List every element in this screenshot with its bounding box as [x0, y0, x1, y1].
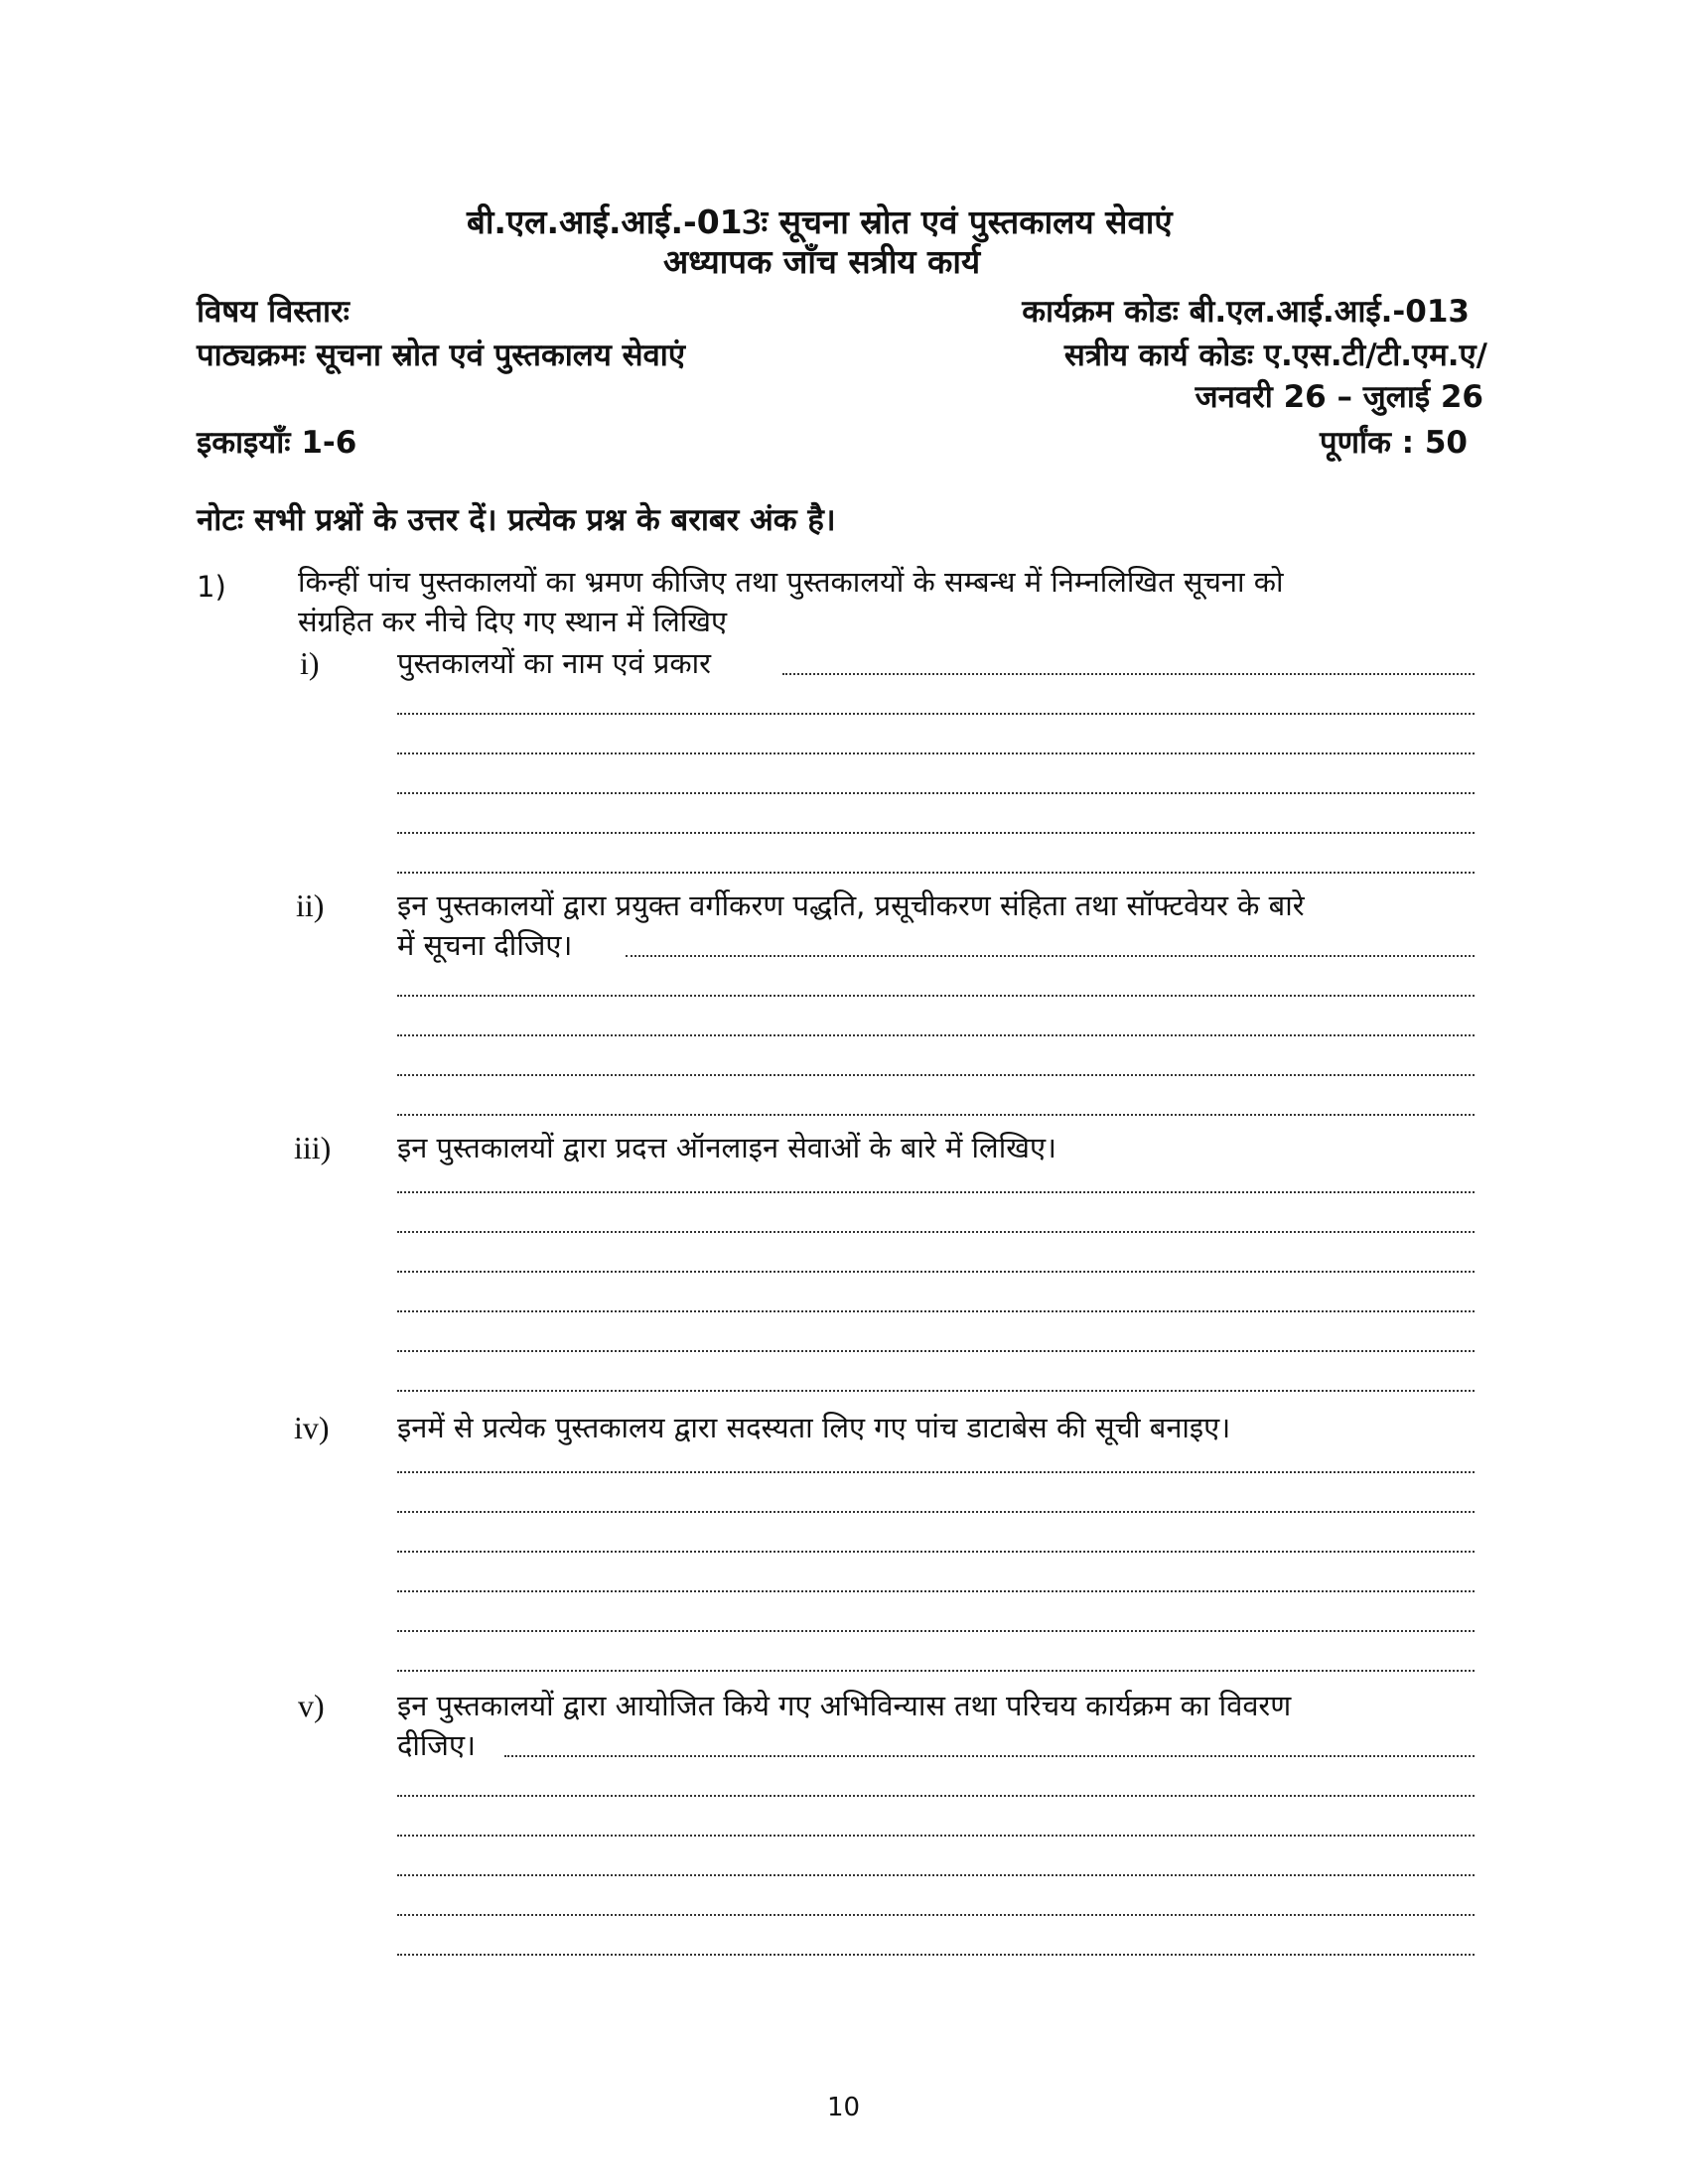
answer-line[interactable] — [397, 1191, 1475, 1193]
answer-line[interactable] — [397, 1114, 1475, 1116]
assignment-code-line: सत्रीय कार्य कोडः ए.एस.टी/टी.एम.ए/ — [1063, 338, 1487, 373]
answer-line[interactable] — [397, 713, 1475, 715]
course-line: पाठ्यक्रमः सूचना स्रोत एवं पुस्तकालय सेवाएं — [197, 338, 685, 373]
answer-line[interactable] — [397, 1630, 1475, 1632]
session-line: जनवरी 26 – जुलाई 26 — [1195, 379, 1483, 415]
part-text-line1: इन पुस्तकालयों द्वारा प्रदत्त ऑनलाइन सेवाओं के बारे में लिखिए। — [397, 1131, 1056, 1164]
answer-line[interactable] — [397, 1590, 1475, 1592]
answer-line[interactable] — [397, 1074, 1475, 1076]
instructions-note: नोटः सभी प्रश्नों के उत्तर दें। प्रत्येक प्रश्न के बराबर अंक है। — [197, 502, 836, 538]
answer-line[interactable] — [397, 1795, 1475, 1797]
answer-line[interactable] — [397, 1310, 1475, 1312]
question-number: 1) — [197, 570, 226, 604]
answer-line[interactable] — [397, 1914, 1475, 1916]
answer-line[interactable] — [397, 792, 1475, 794]
answer-line[interactable] — [397, 1271, 1475, 1273]
question-text-line2: संग्रहित कर नीचे दिए गए स्थान में लिखिए — [298, 605, 728, 638]
answer-line[interactable] — [397, 832, 1475, 834]
answer-line[interactable] — [397, 1034, 1475, 1036]
answer-line[interactable] — [397, 1670, 1475, 1672]
answer-line[interactable] — [397, 1874, 1475, 1876]
page-number: 10 — [827, 2093, 861, 2122]
answer-line[interactable] — [504, 1755, 1475, 1757]
part-label: iv) — [294, 1410, 330, 1445]
part-label: ii) — [296, 887, 325, 923]
answer-line[interactable] — [397, 752, 1475, 754]
answer-line[interactable] — [397, 872, 1475, 874]
answer-line[interactable] — [397, 1835, 1475, 1837]
max-marks-line: पूर्णांक : 50 — [1320, 425, 1468, 461]
part-text-line1: इन पुस्तकालयों द्वारा आयोजित किये गए अभिविन्यास तथा परिचय कार्यक्रम का विवरण — [397, 1689, 1292, 1722]
answer-line[interactable] — [397, 1231, 1475, 1233]
question-text-line1: किन्हीं पांच पुस्तकालयों का भ्रमण कीजिए तथा पुस्तकालयों के सम्बन्ध में निम्नलिखित सूचना को — [298, 565, 1284, 599]
answer-line[interactable] — [397, 1471, 1475, 1473]
part-text-line2: में सूचना दीजिए। — [397, 928, 573, 962]
answer-line[interactable] — [397, 1390, 1475, 1392]
units-line: इकाइयाँः 1-6 — [197, 425, 357, 461]
answer-line[interactable] — [397, 1511, 1475, 1513]
part-text-line1: इनमें से प्रत्येक पुस्तकालय द्वारा सदस्यता लिए गए पांच डाटाबेस की सूची बनाइए। — [397, 1411, 1231, 1444]
answer-line[interactable] — [782, 673, 1475, 675]
answer-line[interactable] — [397, 995, 1475, 997]
answer-line[interactable] — [626, 955, 1475, 957]
document-title: बी.एल.आई.आई.-013ः सूचना स्रोत एवं पुस्तकालय सेवाएं — [467, 203, 1173, 241]
subject-line: विषय विस्तारः — [197, 294, 350, 330]
document-subtitle: अध्यापक जाँच सत्रीय कार्य — [663, 242, 981, 281]
part-text-line1: पुस्तकालयों का नाम एवं प्रकार — [397, 646, 711, 680]
part-label: iii) — [294, 1130, 332, 1165]
program-code-line: कार्यक्रम कोडः बी.एल.आई.आई.-013 — [1022, 294, 1470, 330]
part-label: i) — [300, 645, 320, 681]
part-label: v) — [298, 1688, 325, 1723]
part-text-line1: इन पुस्तकालयों द्वारा प्रयुक्त वर्गीकरण पद्धति, प्रसूचीकरण संहिता तथा सॉफ्टवेयर के बारे — [397, 888, 1305, 922]
answer-line[interactable] — [397, 1551, 1475, 1553]
answer-line[interactable] — [397, 1350, 1475, 1352]
answer-line[interactable] — [397, 1954, 1475, 1956]
part-text-line2: दीजिए। — [397, 1728, 476, 1762]
